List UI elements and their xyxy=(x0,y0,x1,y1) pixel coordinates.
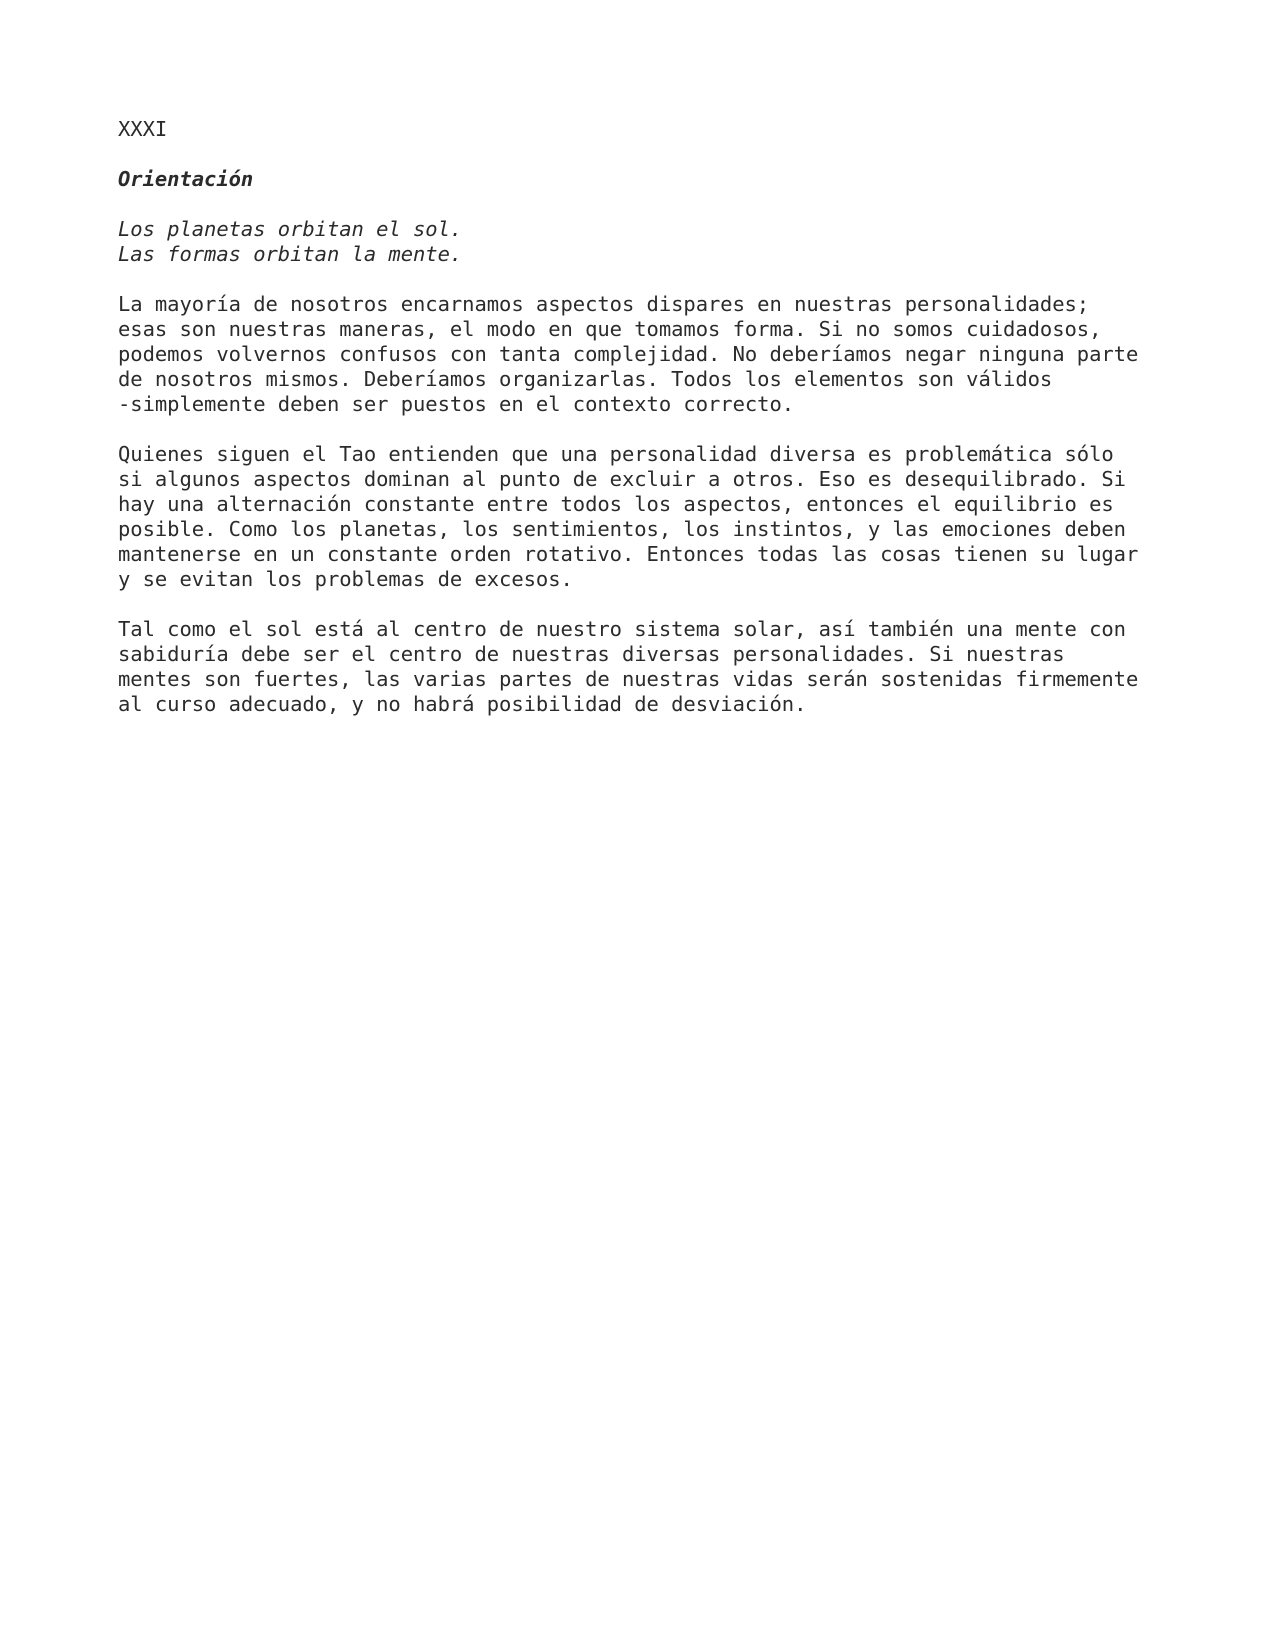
epigraph xyxy=(118,217,1178,267)
epigraph-line: Las formas orbitan la mente. xyxy=(118,242,463,266)
paragraph-line: y se evitan los problemas de excesos. xyxy=(118,567,573,591)
chapter-title: Orientación xyxy=(118,167,254,191)
paragraph-line: hay una alternación constante entre todos los aspectos, entonces el equilibrio es xyxy=(118,492,1114,516)
paragraph-2 xyxy=(118,442,1178,592)
paragraph-line: al curso adecuado, y no habrá posibilidad de desviación. xyxy=(118,692,807,716)
epigraph-line: Los planetas orbitan el sol. xyxy=(118,217,463,241)
paragraph-line: La mayoría de nosotros encarnamos aspectos dispares en nuestras personalidades; xyxy=(118,292,1090,316)
chapter-number: XXXI xyxy=(118,117,168,141)
paragraph-line: -simplemente deben ser puestos en el contexto correcto. xyxy=(118,392,795,416)
paragraph-line: si algunos aspectos dominan al punto de excluir a otros. Eso es desequilibrado. Si xyxy=(118,467,1126,491)
paragraph-line: sabiduría debe ser el centro de nuestras diversas personalidades. Si nuestras xyxy=(118,642,1065,666)
paragraph-line: mantenerse en un constante orden rotativo. Entonces todas las cosas tienen su lugar xyxy=(118,542,1139,566)
document-page xyxy=(118,117,1178,742)
paragraph-1 xyxy=(118,292,1178,417)
chapter-number-block xyxy=(118,117,1178,142)
paragraph-line: Quienes siguen el Tao entienden que una personalidad diversa es problemática sólo xyxy=(118,442,1114,466)
paragraph-line: de nosotros mismos. Deberíamos organizarlas. Todos los elementos son válidos xyxy=(118,367,1053,391)
paragraph-line: podemos volvernos confusos con tanta complejidad. No deberíamos negar ninguna parte xyxy=(118,342,1139,366)
paragraph-line: Tal como el sol está al centro de nuestro sistema solar, así también una mente con xyxy=(118,617,1126,641)
paragraph-line: esas son nuestras maneras, el modo en que tomamos forma. Si no somos cuidadosos, xyxy=(118,317,1102,341)
paragraph-line: mentes son fuertes, las varias partes de nuestras vidas serán sostenidas firmemente xyxy=(118,667,1139,691)
chapter-title-block xyxy=(118,167,1178,192)
paragraph-line: posible. Como los planetas, los sentimientos, los instintos, y las emociones deben xyxy=(118,517,1126,541)
paragraph-3 xyxy=(118,617,1178,717)
